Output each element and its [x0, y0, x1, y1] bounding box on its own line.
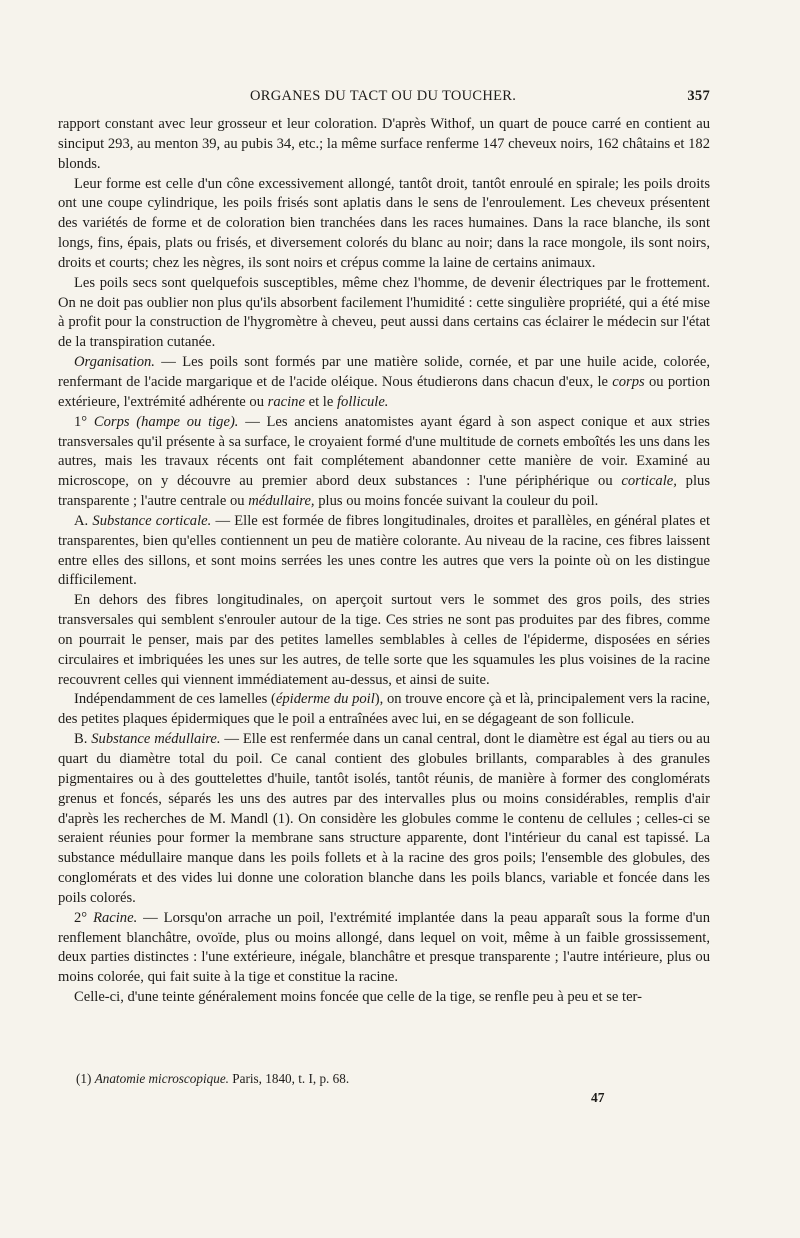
paragraph: [58, 591, 710, 690]
italic-text: follicule.: [336, 393, 389, 410]
italic-text: Substance corticale.: [92, 512, 212, 529]
body-text: [58, 115, 710, 1008]
italic-text: épiderme du poil: [275, 691, 375, 708]
paragraph: [58, 115, 710, 175]
text-run: rapport constant avec leur grosseur et leur coloration. D'après Withof, un quart de pouce carré en contient au sinciput 293, au menton 39, au pubis 34, etc.; la même surface renferme 147 cheveux noirs, 162 châtains et 182 blonds.: [58, 116, 710, 172]
text-run: Celle-ci, d'une teinte généralement moins foncée que celle de la tige, se renfle peu à peu et se ter-: [74, 989, 642, 1006]
text-run: 2°: [74, 909, 94, 926]
paragraph: [58, 730, 710, 909]
paragraph: [58, 988, 710, 1008]
italic-text: Anatomie microscopique.: [94, 1071, 229, 1086]
paragraph: [58, 274, 710, 353]
text-run: plus ou moins foncée suivant la couleur du poil.: [314, 493, 599, 510]
paragraph: [58, 175, 710, 274]
page-number: 357: [687, 88, 710, 104]
italic-text: corps: [612, 373, 645, 390]
italic-text: Substance médullaire.: [91, 731, 221, 748]
italic-text: Racine.: [93, 909, 138, 926]
text-run: plus transparente ; l'autre centrale ou: [58, 473, 711, 510]
paragraph: [58, 690, 710, 730]
footnote: [76, 1071, 349, 1087]
text-run: — Elle est formée de fibres longitudinales, droites et parallèles, en général plates et transparentes, bien qu'elles contiennent un peu de matière colorante. Au niveau de la racine, ces fibres laissent entre elles des sillons, et sont moins serrées les unes contre les autres que vers la pointe où on les distingue difficilement.: [58, 512, 710, 589]
running-title: ORGANES DU TACT OU DU TOUCHER.: [250, 88, 517, 104]
text-run: En dehors des fibres longitudinales, on aperçoit surtout vers le sommet des gros poils, des stries transversales qui semblent s'enrouler autour de la tige. Ces stries ne sont pas produites par des fibres, comme on pourrait le penser, mais par des petites lamelles semblables à celles de l'épiderme, disposées en séries circulaires et imbriquées les unes sur les autres, de telle sorte que les squamules les plus voisines de la racine recouvrent celles qui viennent immédiatement au-dessus, et ainsi de suite.: [58, 592, 710, 688]
paragraph: [58, 413, 710, 512]
text-run: Paris, 1840, t. I, p. 68.: [228, 1071, 350, 1086]
text-run: — Les poils sont formés par une matière solide, cornée, et par une huile acide, colorée, renfermant de l'acide margarique et de l'acide oléique. Nous étudierons dans chacun d'eux, le: [58, 354, 710, 390]
text-run: (1): [76, 1071, 95, 1086]
running-head: [58, 88, 710, 108]
text-run: Les poils secs sont quelquefois susceptibles, même chez l'homme, de devenir électriques par le frottement. On ne doit pas oublier non plus qu'ils absorbent facilement l'humidité : cette singulière propriété, qui a été mise à profit pour la construction de l'hygromètre à cheveu, peut aussi dans certains cas éclairer le médecin sur l'état de la transpiration cutanée.: [58, 274, 710, 351]
text-run: A.: [74, 512, 93, 529]
italic-text: Organisation.: [74, 354, 155, 371]
signature-mark: 47: [591, 1090, 605, 1105]
italic-text: Corps (hampe ou tige).: [93, 413, 239, 430]
text-run: ), on trouve encore çà et là, principalement vers la racine, des petites plaques épidermiques que le poil a entraînées avec lui, en se dégageant de son follicule.: [58, 691, 710, 728]
text-run: B.: [74, 731, 92, 748]
paragraph: [58, 909, 710, 988]
text-run: ou portion extérieure, l'extrémité adhérente ou: [58, 373, 710, 410]
text-run: Leur forme est celle d'un cône excessivement allongé, tantôt droit, tantôt enroulé en spirale; les poils droits ont une coupe cylindrique, les poils frisés sont aplatis dans le sens de l'enroulement. Les cheveux présentent des variétés de forme et de coloration bien tranchées dans les races humaines. Dans la race blanche, ils sont longs, fins, épais, plats ou frisés, et diversement colorés du blanc au noir; dans la race mongole, ils sont noirs, droits et courts; chez les nègres, ils sont noirs et crépus comme la laine de certains animaux.: [58, 175, 710, 271]
italic-text: médullaire,: [248, 493, 315, 510]
italic-text: corticale,: [621, 473, 677, 490]
text-run: — Les anciens anatomistes ayant égard à son aspect conique et aux stries transversales qu'il présente à sa surface, le croyaient formé d'une multitude de cornets emboîtés les uns dans les autres, mais les travaux récents ont fait complétement abandonner cette manière de voir. Examiné au microscope, on y découvre au premier abord deux substances : l'une périphérique ou: [58, 413, 710, 490]
text-run: 1°: [74, 413, 94, 430]
paragraph: [58, 512, 710, 591]
text-run: et le: [304, 393, 337, 410]
text-run: — Elle est renfermée dans un canal central, dont le diamètre est égal au tiers ou au quart du diamètre total du poil. Ce canal contient des globules brillants, comparables à des granules pigmentaires ou à des gouttelettes d'huile, tantôt isolés, tantôt réunis, de manière à former des conglomérats grenus et foncés, séparés les uns des autres par des intervalles plus ou moins considérables, remplis d'air d'après les recherches de M. Mandl (1). On considère les globules comme le contenu de cellules ; celles-ci se seraient réunies pour former la membrane sans structure apparente, dont l'intérieur du canal est tapissé. La substance médullaire manque dans les poils follets et à la racine des gros poils; l'ensemble des globules, des conglomérats et des vides lui donne une coloration blanche dans les poils blancs, variable et foncée dans les poils colorés.: [58, 731, 710, 906]
italic-text: racine: [267, 393, 305, 410]
text-run: Indépendamment de ces lamelles (: [74, 691, 276, 708]
text-run: — Lorsqu'on arrache un poil, l'extrémité implantée dans la peau apparaît sous la forme d'un renflement blanchâtre, ovoïde, plus ou moins allongé, dans lequel on voit, même à un faible grossissement, deux parties distinctes : l'une extérieure, inégale, blanchâtre et presque transparente ; l'autre intérieure, plus ou moins colorée, qui fait suite à la tige et constitue la racine.: [58, 909, 710, 986]
paragraph: [58, 353, 710, 413]
